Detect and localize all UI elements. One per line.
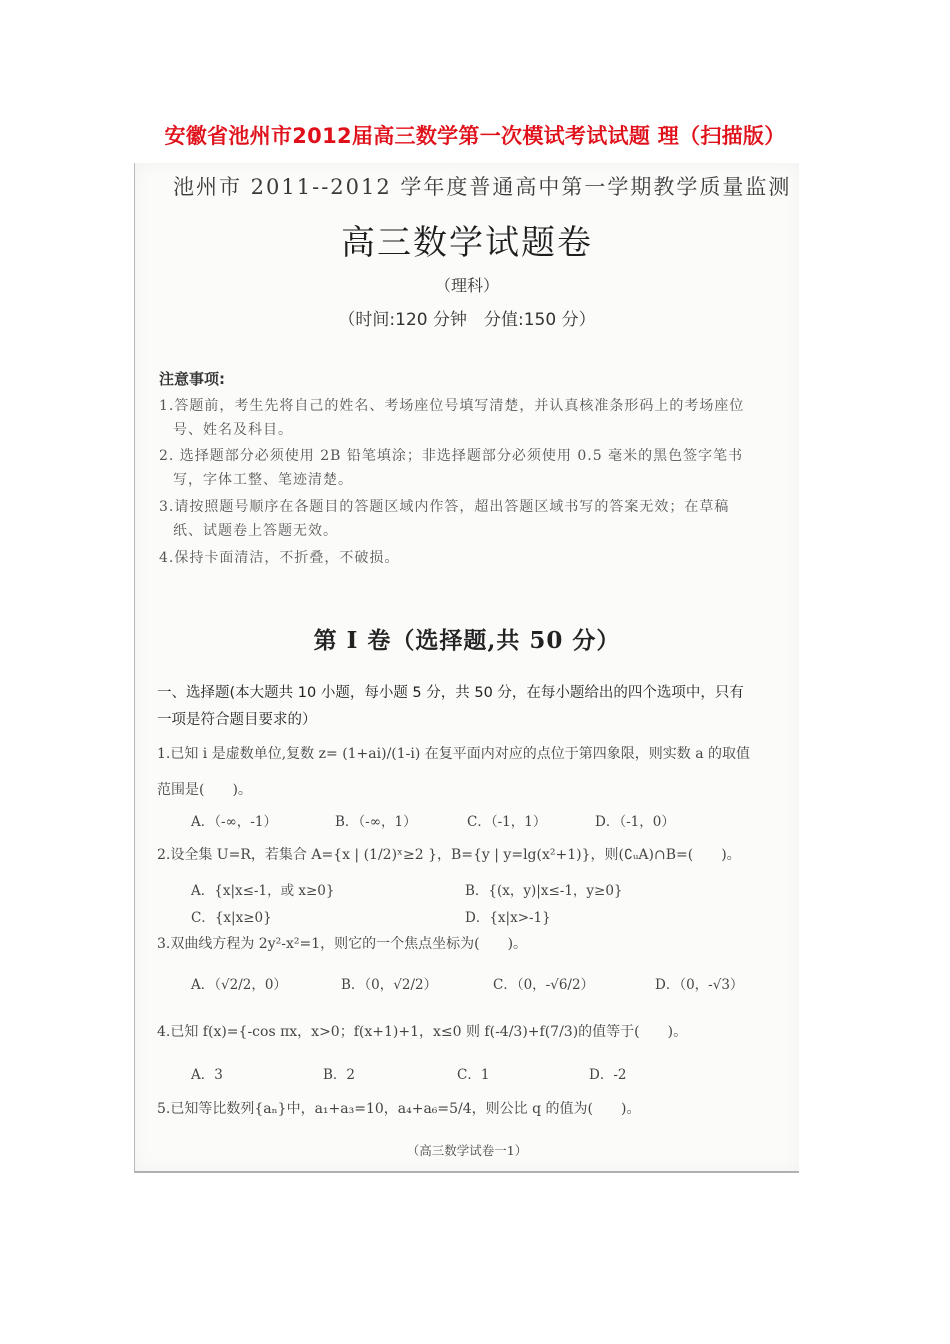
- question-1-option-c: C．（-1，1）: [467, 814, 547, 830]
- question-4-option-d: D．-2: [589, 1067, 627, 1083]
- question-2-option-a: A．{x|x≤-1，或 x≥0}: [191, 883, 335, 899]
- note-line: 号、姓名及科目。: [173, 422, 293, 438]
- page-footer: （高三数学试卷一1）: [406, 1143, 528, 1158]
- exam-subject: （理科）: [434, 276, 499, 295]
- section-title: 一项是符合题目要求的）: [157, 712, 317, 728]
- question-3-option-a: A．（√2/2，0）: [191, 977, 287, 993]
- section-title: 一、选择题(本大题共 10 小题，每小题 5 分，共 50 分，在每小题给出的四个选项中，只有: [157, 685, 744, 701]
- exam-time-score: （时间:120 分钟 分值:150 分）: [338, 310, 596, 330]
- notes-title: 注意事项:: [159, 370, 225, 388]
- question-1-line: 1.已知 i 是虚数单位,复数 z= (1+ai)/(1-i) 在复平面内对应的点位于第四象限，则实数 a 的取值: [157, 746, 751, 762]
- exam-title: 高三数学试题卷: [341, 223, 593, 263]
- question-4-option-c: C．1: [457, 1067, 490, 1083]
- note-line: 4.保持卡面清洁，不折叠，不破损。: [159, 550, 400, 566]
- note-line: 3.请按照题号顺序在各题目的答题区域内作答，超出答题区域书写的答案无效；在草稿: [159, 499, 730, 515]
- question-4-option-b: B．2: [323, 1067, 356, 1083]
- question-1-option-d: D．（-1，0）: [595, 814, 675, 830]
- question-2-option-d: D．{x|x>-1}: [465, 910, 551, 926]
- question-3-option-d: D．（0，-√3）: [655, 977, 744, 993]
- question-4-line: 4.已知 f(x)={-cos πx，x>0；f(x+1)+1，x≤0 则 f(-4/3)+f(7/3)的值等于( )。: [157, 1024, 688, 1040]
- question-1-option-b: B．（-∞，1）: [335, 814, 417, 830]
- question-1-line: 范围是( )。: [157, 782, 252, 798]
- note-line: 纸、试题卷上答题无效。: [173, 523, 338, 539]
- question-1-option-a: A．（-∞，-1）: [191, 814, 277, 830]
- question-2-option-b: B．{(x，y)|x≤-1，y≥0}: [465, 883, 623, 899]
- note-line: 写，字体工整、笔迹清楚。: [173, 472, 353, 488]
- note-line: 1.答题前，考生先将自己的姓名、考场座位号填写清楚，并认真核准条形码上的考场座位: [159, 398, 745, 414]
- part1-title: 第 I 卷（选择题,共 50 分）: [313, 627, 621, 654]
- document-heading: 安徽省池州市2012届高三数学第一次模试考试试题 理（扫描版）: [164, 124, 786, 148]
- question-3-line: 3.双曲线方程为 2y²-x²=1，则它的一个焦点坐标为( )。: [157, 936, 528, 952]
- question-3-option-c: C．（0，-√6/2）: [493, 977, 595, 993]
- question-3-option-b: B．（0，√2/2）: [341, 977, 438, 993]
- question-5-line: 5.已知等比数列{aₙ}中，a₁+a₃=10，a₄+a₆=5/4，则公比 q 的值为( )。: [157, 1101, 641, 1117]
- note-line: 2. 选择题部分必须使用 2B 铅笔填涂；非选择题部分必须使用 0.5 毫米的黑色签字笔书: [159, 448, 744, 464]
- question-2-option-c: C．{x|x≥0}: [191, 910, 272, 926]
- question-4-option-a: A．3: [191, 1067, 223, 1083]
- scanned-exam-page: [134, 163, 799, 1173]
- question-2-line: 2.设全集 U=R，若集合 A={x | (1/2)ˣ≥2 }，B={y | y=lg(x²+1)}，则(∁ᵤA)∩B=( )。: [157, 847, 741, 863]
- exam-super-title: 池州市 2011--2012 学年度普通高中第一学期教学质量监测: [173, 175, 792, 199]
